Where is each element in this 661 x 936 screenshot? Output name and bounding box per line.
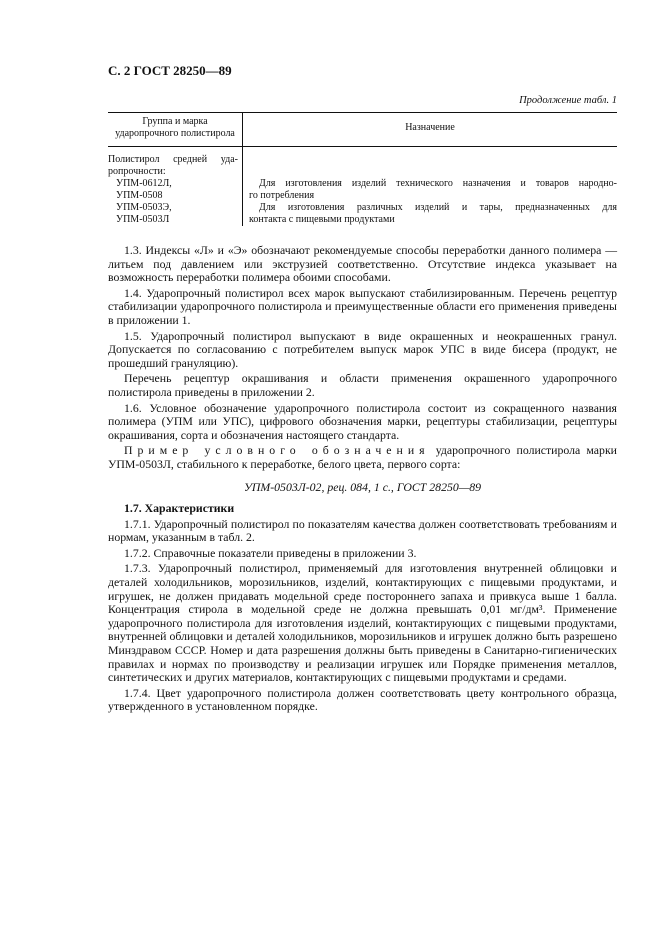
paragraph-1-7-4: 1.7.4. Цвет ударопрочного полистирола должен соответствовать цвету контрольного образца, утвержденного в установленном порядке. bbox=[108, 685, 617, 714]
grade-item: УПМ-0503Л bbox=[116, 214, 170, 225]
document-body bbox=[108, 244, 617, 714]
table-header-row bbox=[108, 113, 617, 147]
paragraph-1-7-3: 1.7.3. Ударопрочный полистирол, применяемый для изготовления внутренней облицовки и деталей холодильников, морозильников, изделий, контактирующих с пищевыми продуктами, и игрушек, не должен придавать модельной среде постороннего запаха и привкуса выше 1 балла. Концентрация стирола в модельной среде не должна превышать 0,01 мг/дм³. Применение ударопрочного полистирола для изготовления изделий, контактирующих с пищевыми продуктами, внутренней облицовки и деталей холодильников, морозильников и игрушек должно быть разрешено Минздравом СССР. Номер и дата разрешения должны быть приведены в Санитарно-гигиенических правилах и нормах по производству и реализации игрушек или Порядке применения металлов, синтетических и других материалов, контактирующих с пищевыми продуктами и средами. bbox=[108, 561, 617, 685]
page-header: С. 2 ГОСТ 28250—89 bbox=[108, 63, 232, 78]
grade-item: УПМ-0503Э, bbox=[116, 202, 172, 213]
paragraph-1-7-2: 1.7.2. Справочные показатели приведены в приложении 3. bbox=[124, 545, 417, 560]
paragraph-1-6: 1.6. Условное обозначение ударопрочного полистирола состоит из сокращенного названия полимера (УПМ или УПС), цифрового обозначения марки, рецептуры стабилизации, рецептуры окрашивания, сорта и обозначения настоящего стандарта. bbox=[108, 400, 617, 442]
grade-item: УПМ-0612Л, bbox=[116, 178, 172, 189]
grades-table bbox=[108, 112, 617, 226]
grade-item: УПМ-0508 bbox=[116, 190, 163, 201]
example-designation: УПМ-0503Л-02, рец. 084, 1 с., ГОСТ 28250—89 bbox=[243, 479, 482, 494]
paragraph-1-4: 1.4. Ударопрочный полистирол всех марок выпускают стабилизированным. Перечень рецептур стабилизации ударопрочного полистирола и преимущественные области его применения приведены в приложении 1. bbox=[108, 285, 617, 327]
paragraph-1-3: 1.3. Индексы «Л» и «Э» обозначают рекомендуемые способы переработки данного полимера — литьем под давлением или экструзией соответственно. Отсутствие индекса указывает на возможность переработки полимера обоими способами. bbox=[108, 243, 617, 285]
column-header-grade: Группа и марка ударопрочного полистирола bbox=[108, 113, 243, 147]
paragraph-1-5-colors: Перечень рецептур окрашивания и области применения окрашенного ударопрочного полистирола приведены в приложении 2. bbox=[108, 371, 617, 399]
paragraph-example: Пример условного обозначения ударопрочного полистирола марки УПМ-0503Л, стабильного к переработке, белого цвета, первого сорта: bbox=[108, 443, 617, 471]
group-name: Полистирол средней уда- bbox=[108, 154, 238, 165]
column-header-purpose: Назначение bbox=[243, 113, 618, 147]
paragraph-1-5: 1.5. Ударопрочный полистирол выпускают в виде окрашенных и неокрашенных гранул. Допускается по согласованию с потребителем выпуск марок УПС в виде бисера (продукт, не прошедший грануляцию). bbox=[108, 328, 617, 370]
table-continuation-label: Продолжение табл. 1 bbox=[519, 95, 617, 106]
purpose-text: Для изготовления различных изделий и тары, предназначенных для bbox=[259, 202, 617, 213]
paragraph-1-7-1: 1.7.1. Ударопрочный полистирол по показателям качества должен соответствовать требованиям и нормам, указанным в табл. 2. bbox=[108, 516, 617, 545]
table-row bbox=[108, 147, 617, 227]
example-heading: Пример условного обозначения bbox=[124, 443, 430, 458]
purpose-text: Для изготовления изделий технического назначения и товаров народно- bbox=[259, 178, 617, 189]
purpose-cell: Для изготовления изделий технического назначения и товаров народно- го потребления Для изготовления различных изделий и тары, предназначенных для контакта с пищевыми продуктами bbox=[249, 178, 617, 225]
grade-cell: Полистирол средней уда- ропрочности: УПМ-0612Л, УПМ-0508 УПМ-0503Э, УПМ-0503Л bbox=[108, 147, 243, 227]
section-heading-1-7: 1.7. Характеристики bbox=[124, 501, 235, 516]
